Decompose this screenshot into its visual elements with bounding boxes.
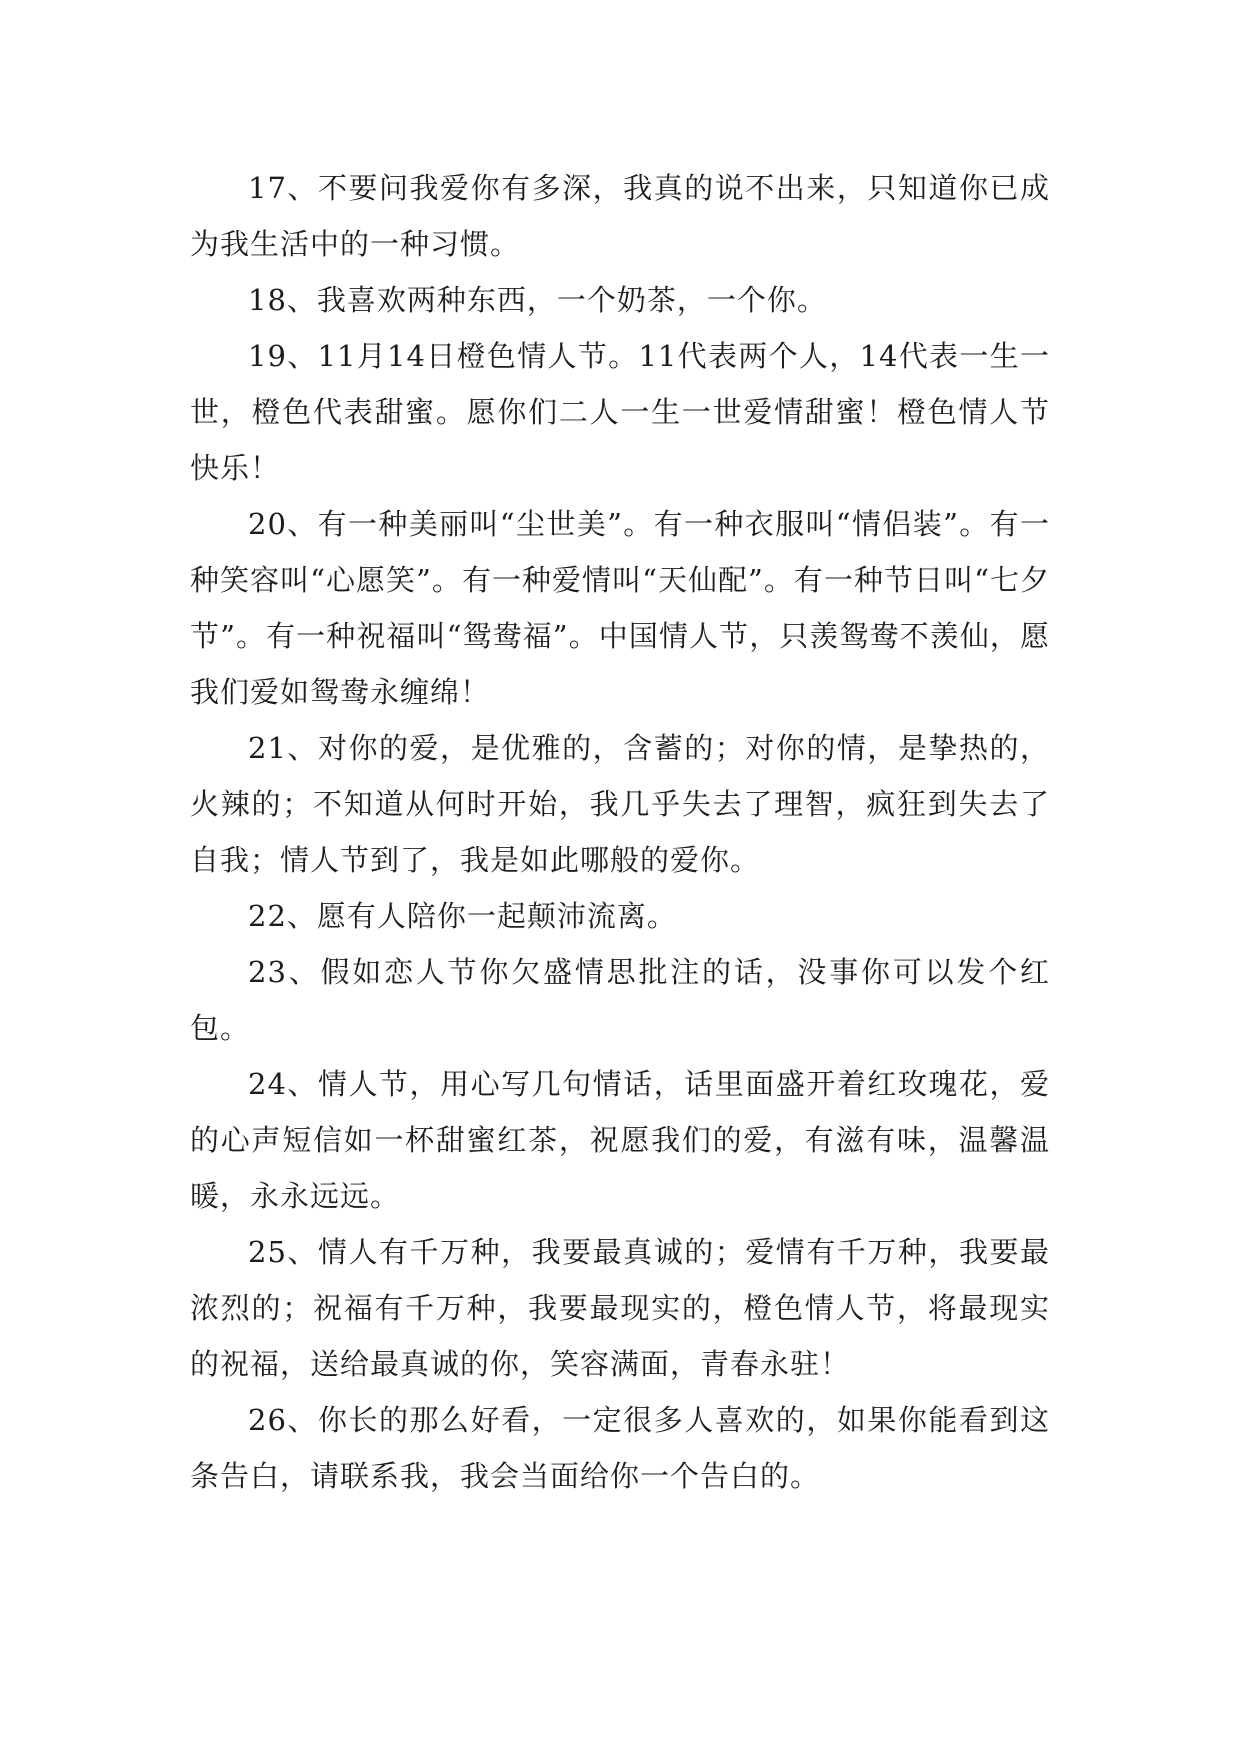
paragraph-25: 25、情人有千万种，我要最真诚的；爱情有千万种，我要最浓烈的；祝福有千万种，我要最现实的，橙色情人节，将最现实的祝福，送给最真诚的你，笑容满面，青春永驻！	[190, 1235, 1050, 1381]
paragraph-18: 18、我喜欢两种东西，一个奶茶，一个你。	[248, 283, 827, 317]
document-body	[190, 160, 1050, 1504]
paragraph-21: 21、对你的爱，是优雅的，含蓄的；对你的情，是挚热的，火辣的；不知道从何时开始，我几乎失去了理智，疯狂到失去了自我；情人节到了，我是如此哪般的爱你。	[190, 731, 1050, 877]
paragraph-23: 23、假如恋人节你欠盛情思批注的话，没事你可以发个红包。	[190, 955, 1050, 1045]
paragraph-22: 22、愿有人陪你一起颠沛流离。	[248, 899, 677, 933]
paragraph-26: 26、你长的那么好看，一定很多人喜欢的，如果你能看到这条告白，请联系我，我会当面给你一个告白的。	[190, 1403, 1050, 1493]
paragraph-20: 20、有一种美丽叫“尘世美”。有一种衣服叫“情侣装”。有一种笑容叫“心愿笑”。有一种爱情叫“天仙配”。有一种节日叫“七夕节”。有一种祝福叫“鸳鸯福”。中国情人节，只羡鸳鸯不羡仙，愿我们爱如鸳鸯永缠绵！	[190, 507, 1050, 709]
paragraph-24: 24、情人节，用心写几句情话，话里面盛开着红玫瑰花，爱的心声短信如一杯甜蜜红茶，祝愿我们的爱，有滋有味，温馨温暖，永永远远。	[190, 1067, 1050, 1213]
paragraph-17: 17、不要问我爱你有多深，我真的说不出来，只知道你已成为我生活中的一种习惯。	[190, 171, 1050, 261]
paragraph-19: 19、11月14日橙色情人节。11代表两个人，14代表一生一世，橙色代表甜蜜。愿你们二人一生一世爱情甜蜜！橙色情人节快乐！	[190, 339, 1050, 485]
